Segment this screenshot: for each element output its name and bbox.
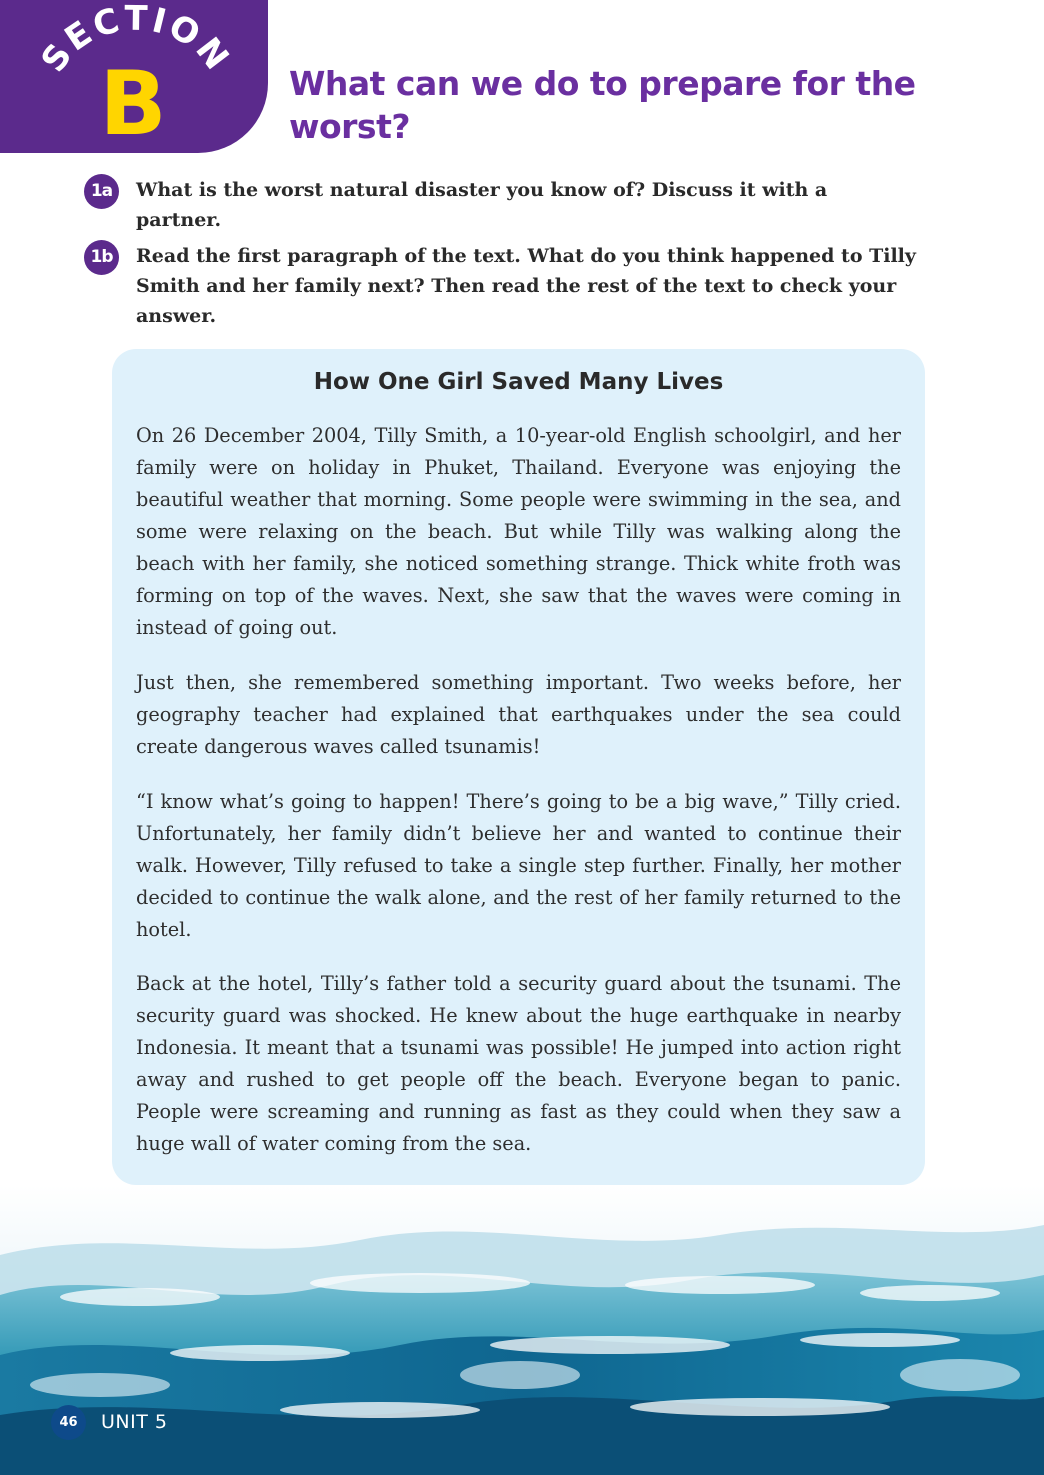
reading-box xyxy=(112,349,925,1185)
reading-paragraph-1: On 26 December 2004, Tilly Smith, a 10-year-old English schoolgirl, and her family were on holiday in Phuket, Thailand. Everyone was enjoying the beautiful weather that morning. Some people were swimming in the sea, and some were relaxing on the beach. But while Tilly was walking along the beach with her family, she noticed something strange. Thick white froth was forming on top of the waves. Next, she saw that the waves were coming in instead of going out. xyxy=(136,424,901,639)
reading-title: How One Girl Saved Many Lives xyxy=(313,369,724,395)
section-word: SECTION xyxy=(33,0,239,80)
reading-paragraph-2: Just then, she remembered something important. Two weeks before, her geography teacher had explained that earthquakes under the sea could create dangerous waves called tsunamis! xyxy=(136,671,901,758)
section-tab xyxy=(0,0,268,153)
task-number-1a: 1a xyxy=(84,174,119,209)
task-text-1b: Read the first paragraph of the text. What do you think happened to Tilly Smith and her family next? Then read the rest of the text to check your answer. xyxy=(136,245,916,327)
reading-paragraph-4: Back at the hotel, Tilly’s father told a security guard about the tsunami. The security guard was shocked. He knew about the huge earthquake in nearby Indonesia. It meant that a tsunami was possible! He jumped into action right away and rushed to get people off the beach. Everyone began to panic. People were screaming and running as fast as they could when they saw a huge wall of water coming from the sea. xyxy=(136,972,901,1155)
task-text-1a: What is the worst natural disaster you know of? Discuss it with a partner. xyxy=(136,179,828,231)
reading-paragraph-3: “I know what’s going to happen! There’s going to be a big wave,” Tilly cried. Unfortunately, her family didn’t believe her and wanted to continue their walk. However, Tilly refused to take a single step further. Finally, her mother decided to continue the walk alone, and the rest of her family returned to the hotel. xyxy=(136,790,901,941)
unit-label: UNIT 5 xyxy=(101,1411,168,1433)
task-number-1b: 1b xyxy=(84,240,119,275)
section-letter: B xyxy=(99,52,167,155)
page-title: What can we do to prepare for the worst? xyxy=(289,64,916,146)
page-number-badge: 46 xyxy=(51,1405,86,1440)
